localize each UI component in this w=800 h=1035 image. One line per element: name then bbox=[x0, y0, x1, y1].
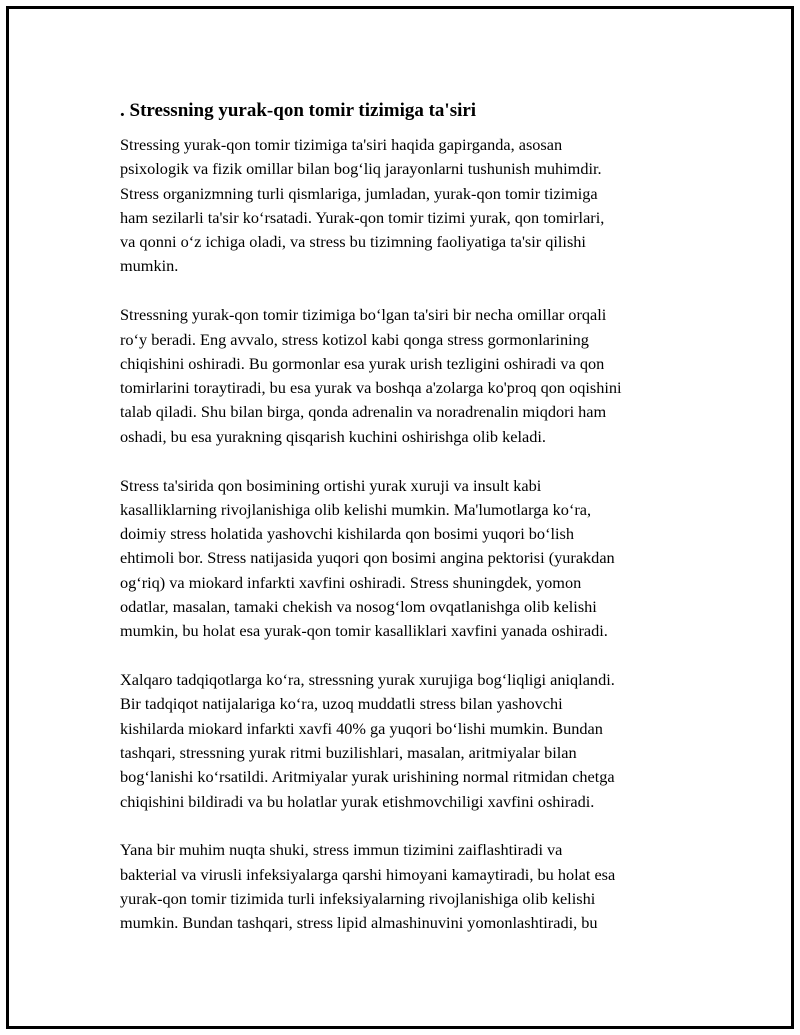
text-line: chiqishini oshiradi. Bu gormonlar esa yurak urish tezligini oshiradi va qon bbox=[120, 353, 605, 373]
text-line: tashqari, stressning yurak ritmi buzilishlari, masalan, aritmiyalar bilan bbox=[120, 743, 577, 763]
paragraph-5 bbox=[120, 838, 695, 935]
text-line: psixologik va fizik omillar bilan bog‘liq jarayonlarni tushunish muhimdir. bbox=[120, 159, 602, 179]
text-line: mumkin. bbox=[120, 256, 179, 276]
paragraph-3 bbox=[120, 474, 695, 644]
text-line: Stressing yurak-qon tomir tizimiga ta'siri haqida gapirganda, asosan bbox=[120, 135, 563, 154]
text-line: Stressning yurak-qon tomir tizimiga bo‘lgan ta'siri bir necha omillar orqali bbox=[120, 305, 607, 325]
document-page bbox=[6, 6, 794, 1029]
text-line: oshadi, bu esa yurakning qisqarish kuchini oshirishga olib keladi. bbox=[120, 426, 546, 446]
text-line: mumkin. Bundan tashqari, stress lipid almashinuvini yomonlashtiradi, bu bbox=[120, 913, 598, 933]
text-line: ehtimoli bor. Stress natijasida yuqori qon bosimi angina pektorisi (yurakdan bbox=[120, 548, 615, 568]
text-line: Stress ta'sirida qon bosimining ortishi yurak xuruji va insult kabi bbox=[120, 475, 542, 495]
text-line: doimiy stress holatida yashovchi kishilarda qon bosimi yuqori bo‘lish bbox=[120, 524, 575, 544]
text-line: odatlar, masalan, tamaki chekish va nosog‘lom ovqatlanishga olib kelishi bbox=[120, 597, 597, 617]
text-line: bog‘lanishi ko‘rsatildi. Aritmiyalar yurak urishining normal ritmidan chetga bbox=[120, 767, 615, 787]
document-content bbox=[120, 98, 695, 960]
text-line: tomirlarini toraytiradi, bu esa yurak va boshqa a'zolarga ko'proq qon oqishini bbox=[120, 378, 622, 398]
text-line: kasalliklarning rivojlanishiga olib kelishi mumkin. Ma'lumotlarga ko‘ra, bbox=[120, 499, 592, 519]
paragraph-2 bbox=[120, 303, 695, 449]
paragraph-1 bbox=[120, 133, 695, 279]
text-line: talab qiladi. Shu bilan birga, qonda adrenalin va noradrenalin miqdori ham bbox=[120, 402, 607, 422]
text-line: mumkin, bu holat esa yurak-qon tomir kasalliklari xavfini yanada oshiradi. bbox=[120, 621, 608, 641]
text-line: Bir tadqiqot natijalariga ko‘ra, uzoq muddatli stress bilan yashovchi bbox=[120, 694, 563, 714]
text-line: og‘riq) va miokard infarkti xavfini oshiradi. Stress shuningdek, yomon bbox=[120, 572, 582, 592]
text-line: Stress organizmning turli qismlariga, jumladan, yurak-qon tomir tizimiga bbox=[120, 183, 598, 203]
text-line: Yana bir muhim nuqta shuki, stress immun tizimini zaiflashtiradi va bbox=[120, 840, 563, 860]
text-line: ham sezilarli ta'sir ko‘rsatadi. Yurak-qon tomir tizimi yurak, qon tomirlari, bbox=[120, 207, 605, 227]
text-line: va qonni o‘z ichiga oladi, va stress bu tizimning faoliyatiga ta'sir qilishi bbox=[120, 232, 586, 252]
text-line: chiqishini bildiradi va bu holatlar yurak etishmovchiligi xavfini oshiradi. bbox=[120, 791, 595, 811]
section-heading: . Stressning yurak-qon tomir tizimiga ta'siri bbox=[120, 100, 477, 121]
text-line: ro‘y beradi. Eng avvalo, stress kotizol kabi qonga stress gormonlarining bbox=[120, 329, 589, 349]
text-line: yurak-qon tomir tizimida turli infeksiyalarning rivojlanishiga olib kelishi bbox=[120, 889, 596, 909]
text-line: Xalqaro tadqiqotlarga ko‘ra, stressning yurak xurujiga bog‘liqligi aniqlandi. bbox=[120, 670, 615, 690]
text-line: kishilarda miokard infarkti xavfi 40% ga yuqori bo‘lishi mumkin. Bundan bbox=[120, 718, 603, 738]
paragraph-4 bbox=[120, 668, 695, 814]
text-line: bakterial va virusli infeksiyalarga qarshi himoyani kamaytiradi, bu holat esa bbox=[120, 864, 616, 884]
